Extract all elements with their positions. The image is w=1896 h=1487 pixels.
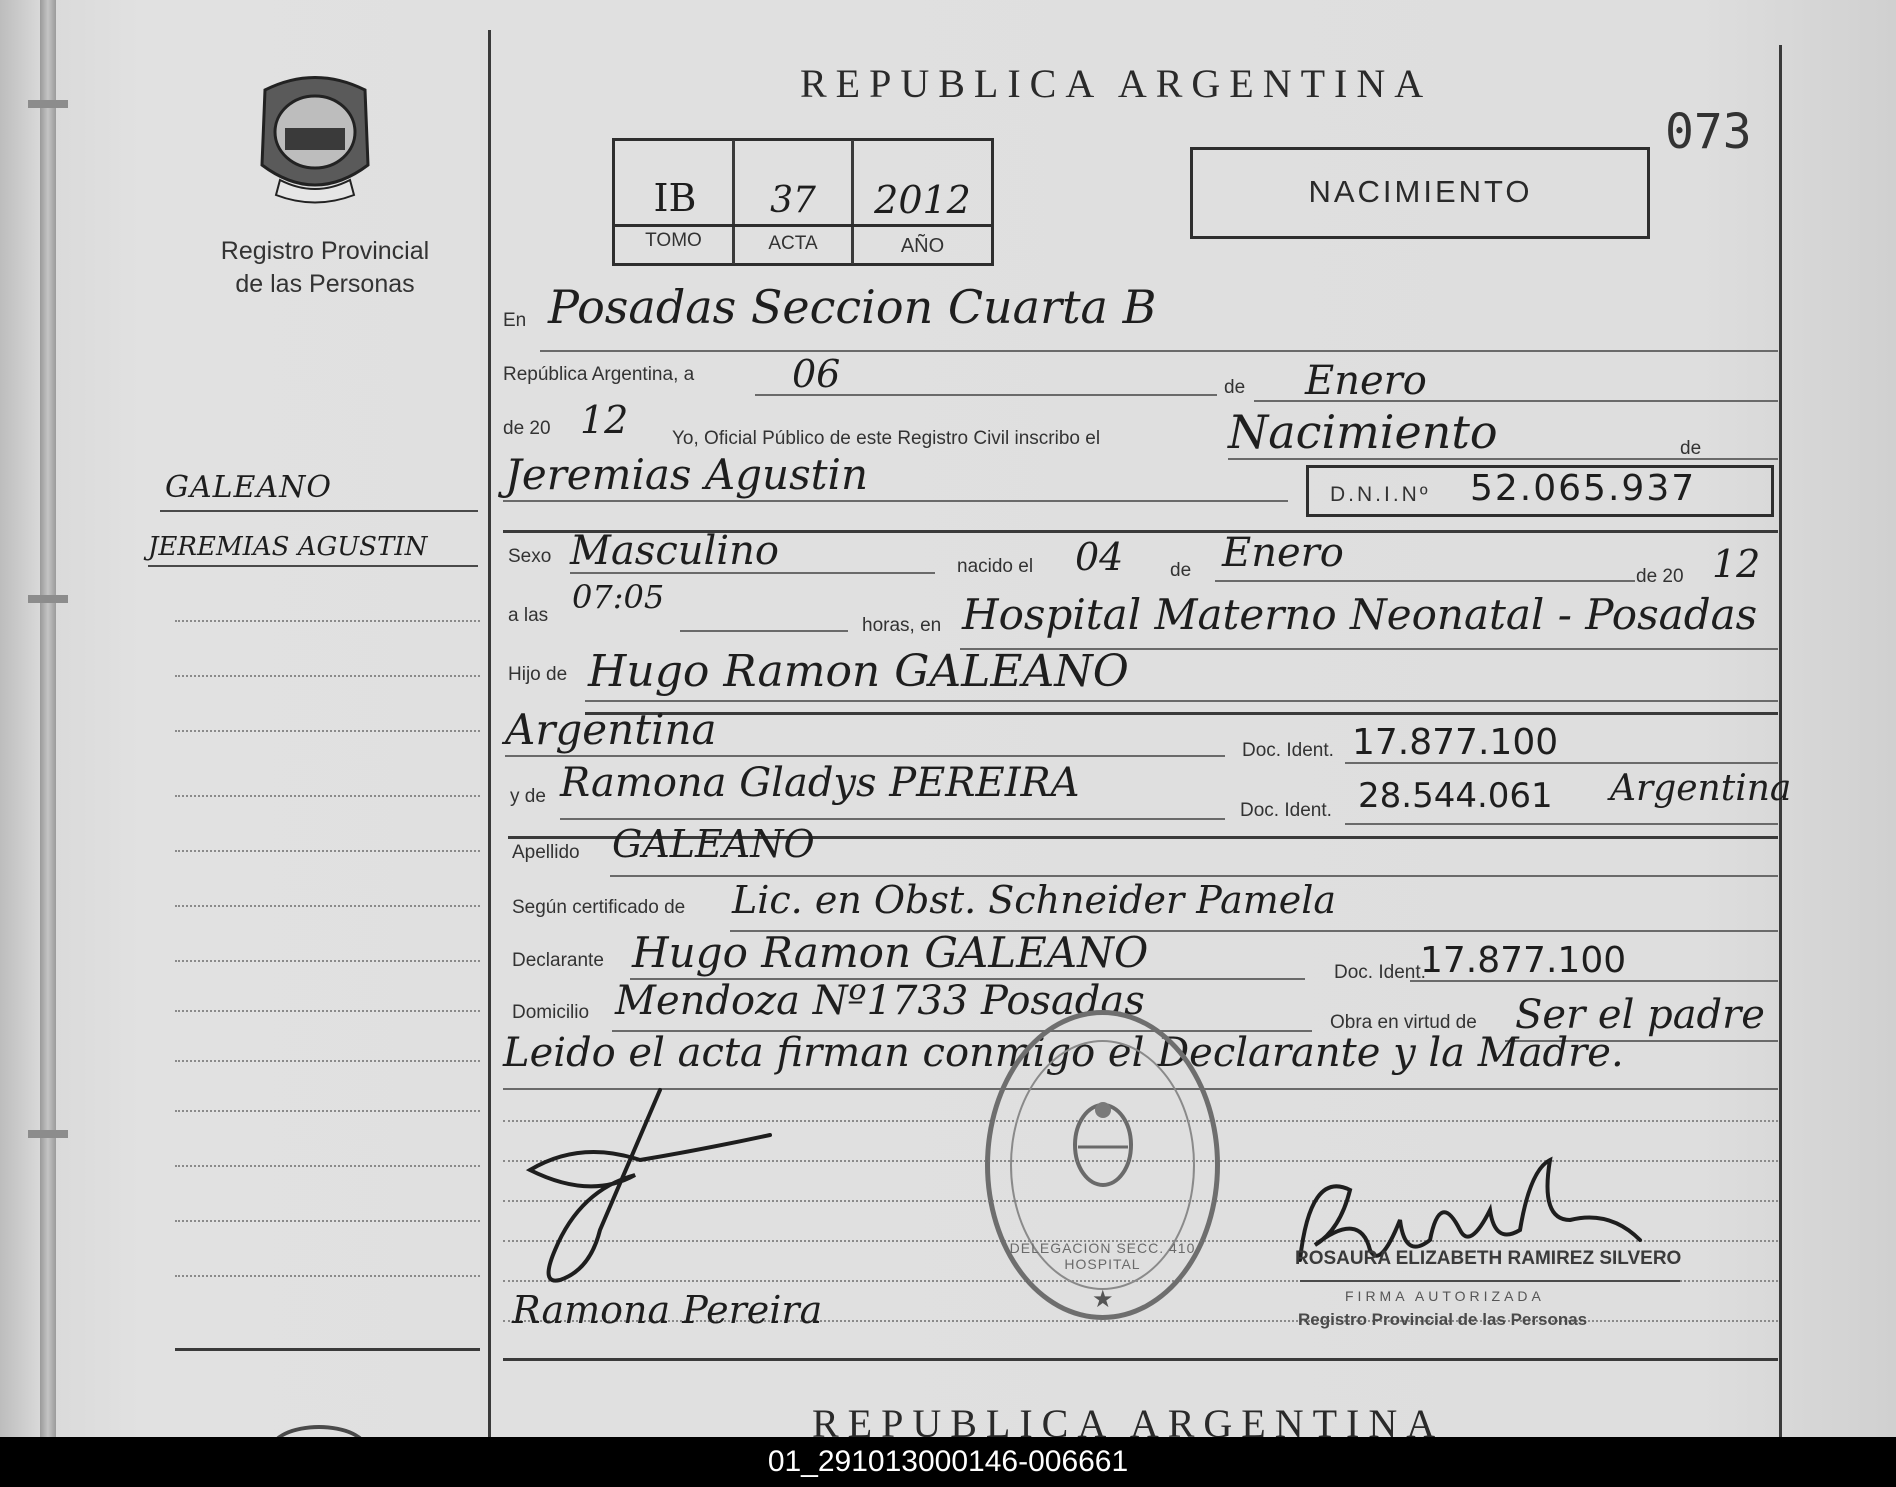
next-page-seal [270, 1425, 368, 1437]
act-type: NACIMIENTO [1308, 174, 1533, 209]
lugar-nac-field: Hospital Materno Neonatal - Posadas [962, 590, 1758, 639]
madre-signature: Ramona Pereira [512, 1288, 823, 1332]
madre-field: Ramona Gladys PEREIRA [560, 760, 1080, 806]
acta-label: ACTA [768, 233, 818, 254]
margin-dotted-line [175, 960, 480, 962]
declarante-doc-field: 17.877.100 [1420, 940, 1627, 981]
margin-dotted-line [175, 1165, 480, 1167]
padre-field: Hugo Ramon GALEANO [588, 646, 1129, 697]
margin-dotted-line [175, 1110, 480, 1112]
left-border-line [488, 30, 491, 1437]
label-de: de [1170, 560, 1192, 581]
official-title: FIRMA AUTORIZADA [1345, 1288, 1545, 1304]
star-icon: ★ [1092, 1286, 1114, 1313]
label-segun: Según certificado de [512, 897, 686, 918]
virtud-field: Ser el padre [1515, 992, 1765, 1038]
padre-nac-field: Argentina [505, 705, 717, 754]
nombre-field: Jeremias Agustin [505, 450, 869, 499]
margin-dotted-line [175, 620, 480, 622]
form-line [680, 630, 848, 632]
registry-name: Registro Provincial de las Personas [220, 237, 430, 298]
next-page-title: REPUBLICA ARGENTINA [812, 1401, 1445, 1437]
dia-field: 06 [792, 352, 841, 396]
margin-dotted-line [175, 1275, 480, 1277]
form-line [1254, 400, 1778, 402]
margin-dotted-line [175, 850, 480, 852]
margin-dotted-line [175, 1060, 480, 1062]
tomo-value: IB [653, 176, 697, 220]
margin-line [160, 510, 478, 512]
label-yde: y de [510, 786, 546, 807]
acto-field: Nacimiento [1228, 405, 1498, 459]
label-doc: Doc. Ident. [1334, 962, 1426, 983]
label-declarante: Declarante [512, 950, 604, 971]
madre-nac-field: Argentina [1610, 768, 1792, 809]
hora-field: 07:05 [572, 578, 665, 616]
margin-dotted-line [175, 905, 480, 907]
binder-edge [40, 0, 56, 1437]
form-line [585, 712, 1778, 715]
signature-line [1300, 1280, 1680, 1282]
padre-doc-field: 17.877.100 [1352, 722, 1559, 763]
label-domicilio: Domicilio [512, 1002, 590, 1023]
form-line [1410, 980, 1778, 982]
binder-ring [28, 595, 68, 603]
mes-field: Enero [1305, 358, 1427, 404]
form-line [610, 875, 1778, 877]
label-de: de [1224, 377, 1246, 398]
anio-label: AÑO [900, 235, 945, 257]
form-line [1345, 762, 1778, 764]
dni-field: 52.065.937 [1470, 468, 1697, 509]
label-de20b: de 20 [1636, 566, 1684, 587]
margin-given-names: JEREMIAS AGUSTIN [148, 532, 428, 562]
label-republica: República Argentina, a [503, 364, 695, 385]
margin-dotted-line [175, 1010, 480, 1012]
folio-number: 073 [1665, 104, 1752, 160]
form-line [755, 394, 1217, 396]
form-line [503, 500, 1288, 502]
label-en: En [503, 310, 527, 331]
nac-mes-field: Enero [1222, 530, 1344, 576]
madre-doc-field: 28.544.061 [1358, 776, 1553, 816]
label-sexo: Sexo [508, 546, 552, 567]
anio-value: 2012 [874, 178, 971, 222]
domicilio-field: Mendoza Nº1733 Posadas [615, 978, 1145, 1024]
tomo-label: TOMO [645, 230, 702, 251]
coat-of-arms-icon [1068, 1095, 1138, 1195]
declarante-signature [520, 1080, 780, 1290]
form-line [1215, 580, 1635, 582]
label-de: de [1680, 438, 1702, 459]
nac-dia-field: 04 [1075, 535, 1124, 579]
image-id: 01_291013000146-006661 [767, 1445, 1129, 1478]
binder-ring [28, 1130, 68, 1138]
label-dni: D.N.I.Nº [1330, 483, 1431, 506]
form-line [585, 700, 1778, 702]
declarante-field: Hugo Ramon GALEANO [632, 928, 1149, 977]
label-doc: Doc. Ident. [1240, 800, 1332, 821]
label-de20: de 20 [503, 418, 551, 439]
record-box-divider [614, 224, 992, 227]
sexo-field: Masculino [570, 528, 779, 574]
label-obra: Obra en virtud de [1330, 1012, 1477, 1033]
form-line [570, 572, 935, 574]
right-border-line [1779, 45, 1782, 1437]
label-doc: Doc. Ident. [1242, 740, 1334, 761]
margin-surname: GALEANO [165, 470, 332, 505]
margin-dotted-line [175, 795, 480, 797]
official-registry: Registro Provincial de las Personas [1298, 1310, 1588, 1329]
form-line [560, 818, 1225, 820]
label-hijo: Hijo de [508, 664, 568, 685]
form-line [540, 350, 1778, 352]
label-horas: horas, en [862, 615, 942, 636]
lugar-field: Posadas Seccion Cuarta B [548, 280, 1157, 334]
label-oficial: Yo, Oficial Público de este Registro Civil inscribo el [672, 428, 1101, 449]
official-name: ROSAURA ELIZABETH RAMIREZ SILVERO [1295, 1248, 1682, 1269]
leido-field: Leido el acta firman conmigo el Declarante y la Madre. [503, 1030, 1624, 1076]
apellido-field: GALEANO [612, 822, 815, 866]
margin-dotted-line [175, 1220, 480, 1222]
label-nacido: nacido el [957, 556, 1034, 577]
margin-line [148, 565, 478, 567]
form-bottom-line [503, 1358, 1778, 1361]
label-apellido: Apellido [512, 842, 580, 863]
nac-anio-field: 12 [1712, 542, 1761, 586]
margin-bottom-line [175, 1348, 480, 1351]
certificado-field: Lic. en Obst. Schneider Pamela [732, 878, 1337, 922]
form-line [1345, 823, 1778, 825]
margin-dotted-line [175, 730, 480, 732]
binder-ring [28, 100, 68, 108]
country-title: REPUBLICA ARGENTINA [800, 61, 1433, 106]
margin-dotted-line [175, 675, 480, 677]
stamp-text: DELEGACION SECC. 410 HOSPITAL [1009, 1240, 1196, 1272]
provincial-seal-icon [250, 70, 380, 210]
form-line [1228, 458, 1778, 460]
anio-field: 12 [580, 398, 629, 442]
label-alas: a las [508, 605, 549, 626]
form-line [505, 755, 1225, 757]
acta-value: 37 [770, 180, 816, 221]
image-id-bar [0, 1437, 1896, 1487]
